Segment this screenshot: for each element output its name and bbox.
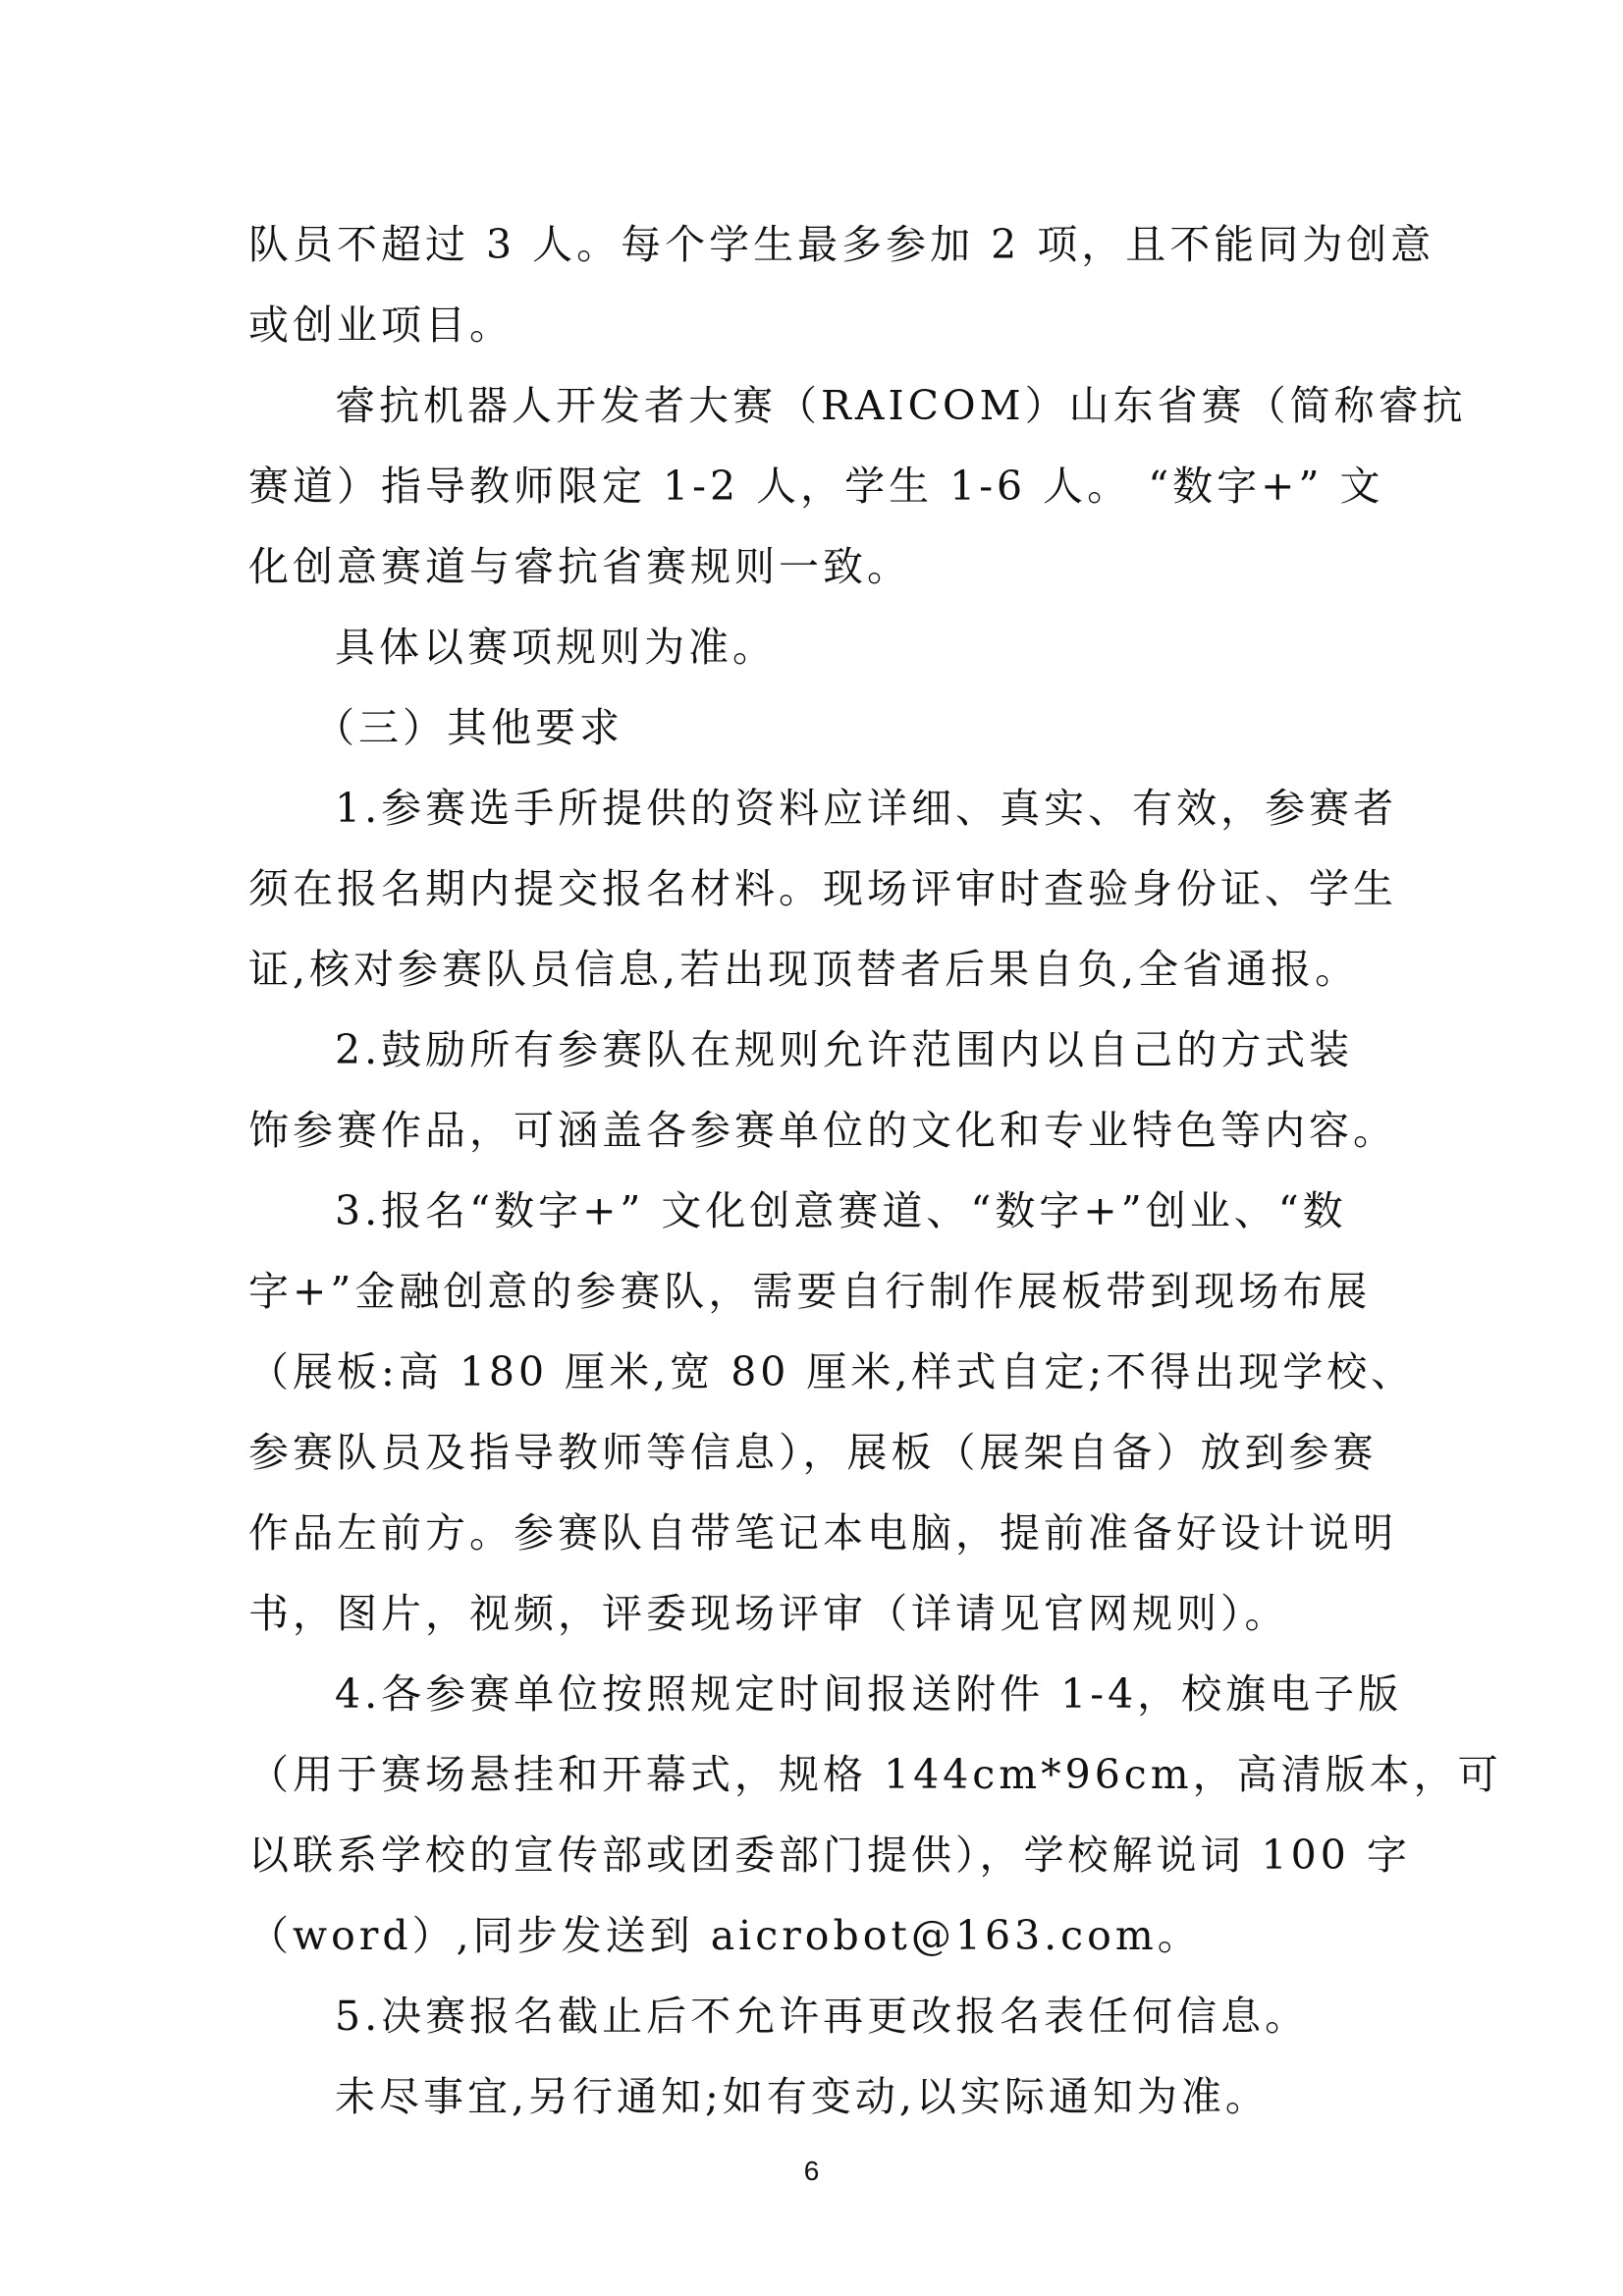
text-line: 2.鼓励所有参赛队在规则允许范围内以自己的方式装 <box>335 1026 1354 1073</box>
text-line: 具体以赛项规则为准。 <box>335 624 777 671</box>
text-line: 未尽事宜,另行通知;如有变动,以实际通知为准。 <box>335 2073 1270 2120</box>
text-line: 作品左前方。参赛队自带笔记本电脑，提前准备好设计说明 <box>248 1509 1397 1557</box>
text-line: 队员不超过 3 人。每个学生最多参加 2 项，且不能同为创意 <box>248 221 1435 268</box>
page-number: 6 <box>803 2156 820 2186</box>
text-line: 须在报名期内提交报名材料。现场评审时查验身份证、学生 <box>248 865 1397 912</box>
text-line: 饰参赛作品，可涵盖各参赛单位的文化和专业特色等内容。 <box>248 1107 1397 1154</box>
text-line: 睿抗机器人开发者大赛（RAICOM）山东省赛（简称睿抗 <box>335 382 1467 429</box>
text-line: 赛道）指导教师限定 1-2 人，学生 1-6 人。 “数字+” 文 <box>248 463 1384 510</box>
text-line: 参赛队员及指导教师等信息），展板（展架自备）放到参赛 <box>248 1429 1378 1476</box>
text-line: （展板:高 180 厘米,宽 80 厘米,样式自定;不得出现学校、 <box>248 1348 1416 1395</box>
section-heading: （三）其他要求 <box>314 704 623 751</box>
text-line: （用于赛场悬挂和开幕式，规格 144cm*96cm，高清版本，可 <box>248 1751 1502 1798</box>
text-line: 或创业项目。 <box>248 301 514 349</box>
text-line: 5.决赛报名截止后不允许再更改报名表任何信息。 <box>335 1993 1310 2040</box>
text-line: 证,核对参赛队员信息,若出现顶替者后果自负,全省通报。 <box>248 946 1360 993</box>
text-line: 以联系学校的宣传部或团委部门提供），学校解说词 100 字 <box>248 1831 1411 1879</box>
text-line: 书，图片，视频，评委现场评审（详请见官网规则）。 <box>248 1590 1289 1637</box>
text-line: 化创意赛道与睿抗省赛规则一致。 <box>248 543 911 590</box>
text-line: 4.各参赛单位按照规定时间报送附件 1-4，校旗电子版 <box>335 1670 1403 1718</box>
text-line: （word）,同步发送到 aicrobot@163.com。 <box>248 1912 1202 1959</box>
text-line: 1.参赛选手所提供的资料应详细、真实、有效，参赛者 <box>335 785 1398 832</box>
text-line: 字+”金融创意的参赛队，需要自行制作展板带到现场布展 <box>248 1268 1372 1315</box>
text-line: 3.报名“数字+” 文化创意赛道、“数字+”创业、“数 <box>335 1187 1347 1234</box>
